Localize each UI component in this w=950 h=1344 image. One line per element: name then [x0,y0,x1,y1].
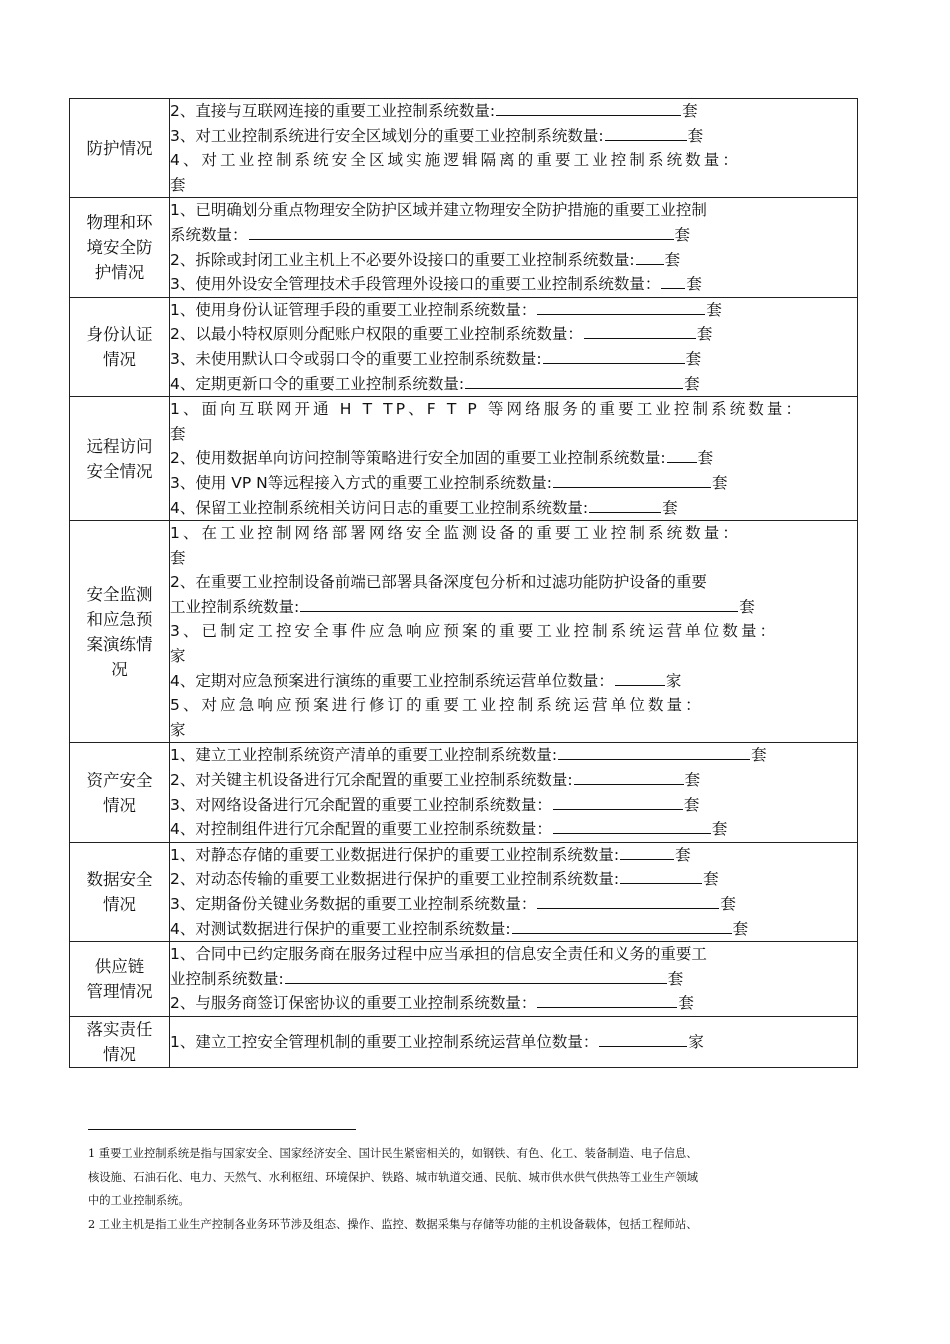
item-text: 4、定期对应急预案进行演练的重要工业控制系统运营单位数量： [170,671,614,690]
count-blank-field[interactable] [661,272,685,289]
unit-label: 套 [739,597,755,616]
item-text: 套 [170,548,186,567]
item-text: 2、使用数据单向访问控制等策略进行安全加固的重要工业控制系统数量: [170,449,666,468]
item-text: 2、直接与互联网连接的重要工业控制系统数量: [170,102,496,120]
category-cell [70,99,170,198]
item-text: 系统数量： [170,225,248,244]
item-text: 工业控制系统数量: [170,597,300,616]
table-row [70,198,858,297]
item-text: 家 [170,720,186,739]
category-label: 情况 [103,895,136,914]
item-text: 3、对网络设备进行冗余配置的重要工业控制系统数量： [170,795,552,814]
item-text: 2、对动态传输的重要工业数据进行保护的重要工业控制系统数量: [170,870,620,889]
item-line [170,595,857,620]
unit-label: 家 [665,671,682,690]
item-line [170,892,857,917]
item-text: 1、建立工控安全管理机制的重要工业控制系统运营单位数量： [170,1032,599,1051]
category-label: 况 [111,659,128,679]
category-label: 情况 [103,795,136,815]
category-cell [70,198,170,297]
item-line [170,124,857,149]
category-label: 资产安全 [86,770,153,790]
count-blank-field[interactable] [537,991,677,1008]
category-label: 情况 [103,349,136,369]
item-text: 1、合同中已约定服务商在服务过程中应当承担的信息安全责任和义务的重要工 [170,945,707,964]
unit-label: 套 [675,845,691,864]
item-text: 1、面向互联网开通 H T TP、F T P 等网络服务的重要工业控制系统数量： [170,400,805,419]
item-line [170,372,857,397]
category-cell [70,842,170,941]
footnote-line: 中的工业控制系统。 [88,1194,190,1208]
item-text: 2、在重要工业控制设备前端已部署具备深度包分析和过滤功能防护设备的重要 [170,573,707,592]
items-cell [170,743,858,842]
table-row [70,743,858,842]
items-cell [170,99,858,198]
item-text: 5、对应急响应预案进行修订的重要工业控制系统运营单位数量： [170,696,704,715]
table-row [70,297,858,396]
item-text: 1、已明确划分重点物理安全防护区域并建立物理安全防护措施的重要工业控制 [170,201,707,220]
category-label: 身份认证 [86,324,153,344]
unit-label: 家 [688,1032,704,1051]
footnote-line: 1 重要工业控制系统是指与国家安全、国家经济安全、国计民生紧密相关的，如钢铁、有色、化工、装备制造、电子信息、 [88,1147,698,1160]
unit-label: 套 [711,820,728,839]
footnote-line: 核设施、石油石化、电力、天然气、水利枢纽、环境保护、铁路、城市轨道交通、民航、城市供水供气供热等工业生产领域 [88,1170,699,1184]
count-blank-field[interactable] [537,892,719,909]
unit-label: 套 [686,275,702,294]
item-line [170,967,857,992]
category-label: 防护情况 [86,138,153,158]
item-line [170,570,857,595]
count-blank-field[interactable] [605,124,687,141]
item-line [170,397,857,422]
count-blank-field[interactable] [553,817,711,834]
count-blank-field[interactable] [667,446,697,463]
item-text: 3、对工业控制系统进行安全区域划分的重要工业控制系统数量: [170,126,604,145]
unit-label: 套 [667,969,684,988]
count-blank-field[interactable] [285,967,667,984]
category-label: 管理情况 [86,982,153,1002]
unit-label: 套 [685,349,702,368]
count-blank-field[interactable] [496,99,681,116]
unit-label: 套 [732,919,749,938]
item-line [170,693,857,718]
item-text: 4、定期更新口令的重要工业控制系统数量: [170,374,465,393]
item-line [170,743,857,768]
category-label: 数据安全 [86,870,153,889]
unit-label: 套 [706,300,722,319]
category-cell [70,743,170,842]
item-line [170,99,857,124]
item-line [170,867,857,892]
items-cell [170,1016,858,1067]
unit-label: 套 [703,870,719,889]
count-blank-field[interactable] [465,372,683,389]
item-line [170,198,857,223]
items-cell [170,942,858,1017]
unit-label: 套 [720,895,736,913]
item-line [170,793,857,818]
category-label: 境安全防 [86,238,153,258]
item-line [170,496,857,521]
category-label: 物理和环 [86,213,153,233]
unit-label: 套 [697,449,714,468]
items-cell [170,842,858,941]
table-row [70,1016,858,1067]
count-blank-field[interactable] [620,867,702,884]
footnote-line: 2 工业主机是指工业生产控制各业务环节涉及组态、操作、监控、数据采集与存储等功能的主机设备载体，包括工程师站、 [88,1217,698,1231]
item-text: 3、定期备份关键业务数据的重要工业控制系统数量： [170,895,537,913]
count-blank-field[interactable] [300,595,738,612]
category-cell [70,942,170,1017]
item-line [170,546,857,571]
item-line [170,942,857,967]
items-cell [170,198,858,297]
item-text: 1、对静态存储的重要工业数据进行保护的重要工业控制系统数量: [170,845,620,864]
count-blank-field[interactable] [589,496,661,513]
unit-label: 套 [662,498,678,517]
item-line [170,768,857,793]
table-row [70,397,858,521]
count-blank-field[interactable] [558,743,750,760]
unit-label: 套 [664,250,681,269]
unit-label: 套 [687,126,704,145]
category-label: 和应急预 [86,609,153,629]
item-text: 4、对工业控制系统安全区域实施逻辑隔离的重要工业控制系统数量： [170,151,741,170]
item-line [170,669,857,694]
footnote-separator [88,1129,356,1130]
category-label: 供应链 [94,957,145,977]
unit-label: 套 [678,994,694,1013]
unit-label: 套 [696,325,713,344]
item-line [170,298,857,323]
security-survey-table [69,98,858,1068]
item-text: 4、对控制组件进行冗余配置的重要工业控制系统数量： [170,820,552,839]
table-row [70,521,858,743]
item-line [170,1030,857,1055]
items-cell [170,397,858,521]
item-line [170,471,857,496]
count-blank-field[interactable] [537,298,705,315]
category-label: 护情况 [94,263,145,283]
item-line [170,347,857,372]
item-text: 4、对测试数据进行保护的重要工业控制系统数量: [170,919,511,938]
item-text: 2、对关键主机设备进行冗余配置的重要工业控制系统数量: [170,771,573,790]
count-blank-field[interactable] [615,669,665,686]
item-line [170,223,857,248]
unit-label: 套 [682,102,698,120]
count-blank-field[interactable] [620,843,674,860]
item-text: 家 [170,647,186,666]
item-line [170,173,857,198]
item-text: 2、拆除或封闭工业主机上不必要外设接口的重要工业控制系统数量: [170,250,635,269]
item-line [170,446,857,471]
count-blank-field[interactable] [553,793,683,810]
count-blank-field[interactable] [553,471,711,488]
item-line [170,817,857,842]
item-text: 2、以最小特权原则分配账户权限的重要工业控制系统数量： [170,325,583,344]
unit-label: 套 [684,374,700,393]
item-line [170,248,857,273]
count-blank-field[interactable] [636,248,664,265]
count-blank-field[interactable] [249,223,674,240]
item-text: 3、已制定工控安全事件应急响应预案的重要工业控制系统运营单位数量： [170,622,779,641]
item-line [170,322,857,347]
count-blank-field[interactable] [543,347,685,364]
footnotes [88,1142,888,1236]
item-line [170,148,857,173]
category-cell [70,297,170,396]
unit-label: 套 [674,225,691,244]
item-text: 1、在工业控制网络部署网络安全监测设备的重要工业控制系统数量： [170,524,741,543]
items-cell [170,297,858,396]
category-label: 情况 [103,1044,136,1064]
unit-label: 套 [711,473,728,492]
table-row [70,99,858,198]
category-cell [70,521,170,743]
item-text: 套 [170,424,186,443]
category-label: 远程访问 [86,436,153,456]
category-label: 落实责任 [86,1019,153,1039]
item-line [170,422,857,447]
item-line [170,718,857,743]
count-blank-field[interactable] [574,768,684,785]
unit-label: 套 [683,795,700,814]
count-blank-field[interactable] [512,917,732,934]
item-line [170,521,857,546]
item-text: 1、使用身份认证管理手段的重要工业控制系统数量： [170,300,537,319]
table-row [70,942,858,1017]
category-label: 安全情况 [86,461,153,481]
item-text: 业控制系统数量: [170,969,284,988]
count-blank-field[interactable] [599,1030,687,1047]
unit-label: 套 [684,771,701,790]
item-line [170,272,857,297]
item-text: 1、建立工业控制系统资产清单的重要工业控制系统数量: [170,746,558,765]
item-text: 3、使用外设安全管理技术手段管理外设接口的重要工业控制系统数量： [170,275,661,294]
item-text: 2、与服务商签订保密协议的重要工业控制系统数量： [170,994,537,1013]
items-cell [170,521,858,743]
count-blank-field[interactable] [584,322,696,339]
category-cell [70,397,170,521]
item-line [170,644,857,669]
item-text: 套 [170,175,186,194]
item-line [170,843,857,868]
item-text: 3、未使用默认口令或弱口令的重要工业控制系统数量: [170,349,542,368]
item-line [170,619,857,644]
unit-label: 套 [751,746,767,765]
category-cell [70,1016,170,1067]
category-label: 案演练情 [86,634,153,654]
item-line [170,917,857,942]
item-line [170,991,857,1016]
table-row [70,842,858,941]
item-text: 4、保留工业控制系统相关访问日志的重要工业控制系统数量: [170,498,589,517]
item-text: 3、使用 VP N等远程接入方式的重要工业控制系统数量: [170,473,552,492]
category-label: 安全监测 [86,584,153,604]
